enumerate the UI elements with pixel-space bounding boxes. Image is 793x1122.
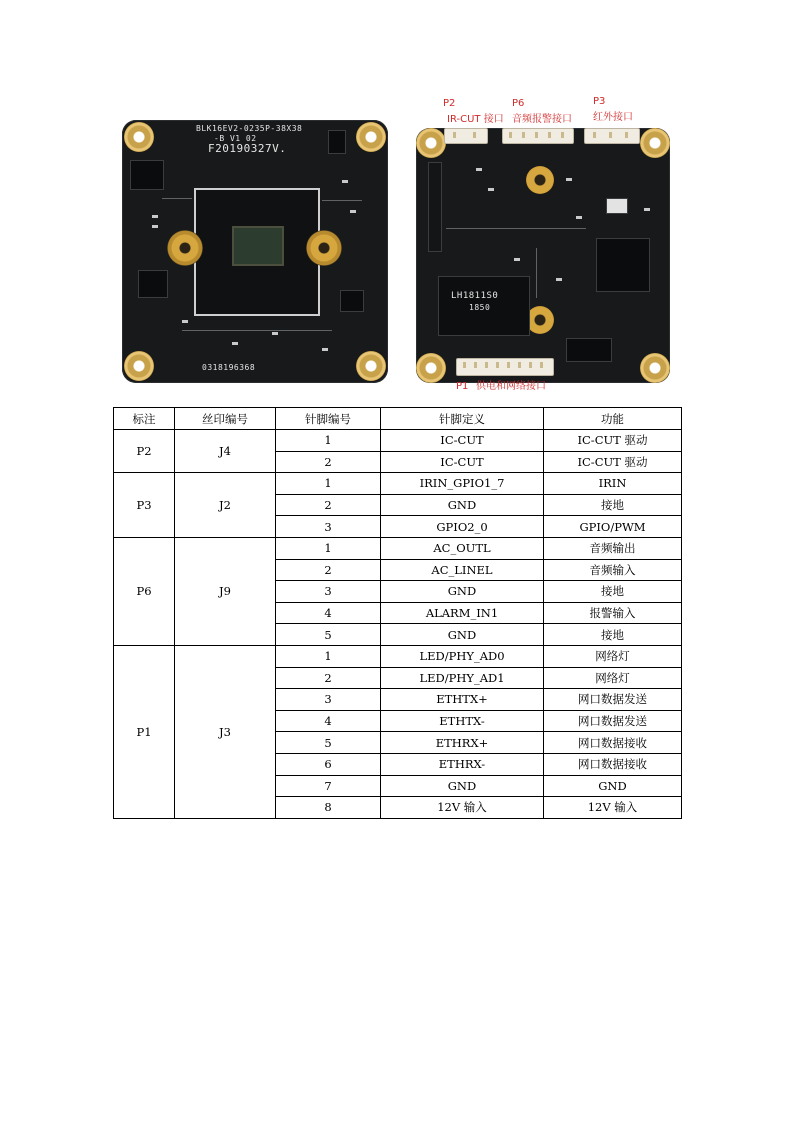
cell-function: 网口数据发送 [544, 689, 682, 711]
cell-mark: P3 [114, 473, 175, 538]
network-transformer [438, 276, 530, 336]
cell-silk: J2 [175, 473, 276, 538]
cell-function: 音频输出 [544, 537, 682, 559]
cell-definition: LED/PHY_AD0 [381, 645, 544, 667]
header-pin: 针脚编号 [276, 408, 381, 430]
image-sensor [232, 226, 284, 266]
cell-pin: 2 [276, 667, 381, 689]
cell-definition: ETHRX+ [381, 732, 544, 754]
cell-pin: 2 [276, 451, 381, 473]
label-p3-tag: P3 [593, 96, 606, 107]
header-function: 功能 [544, 408, 682, 430]
fpc-connector [428, 162, 442, 252]
cell-pin: 1 [276, 537, 381, 559]
cell-pin: 1 [276, 430, 381, 452]
cell-definition: GND [381, 581, 544, 603]
cell-pin: 3 [276, 516, 381, 538]
ic-chip [340, 290, 364, 312]
cell-pin: 8 [276, 797, 381, 819]
silkscreen-serial: 0318196368 [202, 363, 256, 372]
cell-definition: LED/PHY_AD1 [381, 667, 544, 689]
cell-definition: IC-CUT [381, 451, 544, 473]
crystal [606, 198, 628, 214]
cell-definition: ETHRX- [381, 753, 544, 775]
connector-p3 [584, 128, 640, 144]
cell-pin: 1 [276, 473, 381, 495]
cell-definition: IRIN_GPIO1_7 [381, 473, 544, 495]
cell-function: IC-CUT 驱动 [544, 451, 682, 473]
soc-chip [596, 238, 650, 292]
label-p1-text: 供电和网络接口 [476, 381, 546, 392]
ic-chip [328, 130, 346, 154]
cell-pin: 4 [276, 710, 381, 732]
cell-definition: 12V 输入 [381, 797, 544, 819]
label-p1-tag: P1 [456, 381, 469, 392]
mounting-hole [416, 353, 446, 383]
mounting-hole [124, 351, 154, 381]
connector-p2 [444, 128, 488, 144]
board-front-photo [122, 120, 388, 383]
board-back-photo [416, 128, 670, 383]
cell-pin: 2 [276, 494, 381, 516]
cell-function: 接地 [544, 494, 682, 516]
mount-pad [526, 306, 554, 334]
lens-mount-pad [167, 230, 203, 266]
mounting-hole [356, 122, 386, 152]
label-p3-text: 红外接口 [593, 112, 633, 123]
chip-marking: LH1811S0 [451, 291, 499, 301]
cell-pin: 6 [276, 753, 381, 775]
ic-chip [130, 160, 164, 190]
silkscreen-date: F20190327V. [208, 142, 287, 155]
cell-mark: P1 [114, 645, 175, 818]
cell-definition: GPIO2_0 [381, 516, 544, 538]
cell-silk: J9 [175, 537, 276, 645]
cell-function: GND [544, 775, 682, 797]
sensor-frame [194, 188, 320, 316]
cell-function: 接地 [544, 624, 682, 646]
cell-pin: 5 [276, 732, 381, 754]
table-row [114, 645, 682, 667]
label-p6-text: 音频报警接口 [512, 114, 572, 125]
cell-function: 报警输入 [544, 602, 682, 624]
cell-function: 网口数据接收 [544, 753, 682, 775]
mounting-hole [416, 128, 446, 158]
cell-definition: GND [381, 624, 544, 646]
connector-p1 [456, 358, 554, 376]
cell-pin: 4 [276, 602, 381, 624]
cell-pin: 5 [276, 624, 381, 646]
cell-function: IC-CUT 驱动 [544, 430, 682, 452]
mounting-hole [640, 353, 670, 383]
table-body [114, 430, 682, 819]
cell-function: 音频输入 [544, 559, 682, 581]
cell-function: GPIO/PWM [544, 516, 682, 538]
cell-definition: IC-CUT [381, 430, 544, 452]
cell-pin: 3 [276, 581, 381, 603]
cell-function: 网络灯 [544, 645, 682, 667]
cell-definition: ETHTX+ [381, 689, 544, 711]
cell-pin: 2 [276, 559, 381, 581]
pin-definition-table [113, 407, 682, 819]
cell-function: 网络灯 [544, 667, 682, 689]
cell-pin: 3 [276, 689, 381, 711]
silkscreen-revision: -B V1 02 [214, 134, 257, 143]
table-row [114, 473, 682, 495]
cell-mark: P6 [114, 537, 175, 645]
cell-definition: AC_LINEL [381, 559, 544, 581]
cell-definition: AC_OUTL [381, 537, 544, 559]
ic-chip [138, 270, 168, 298]
cell-function: 12V 输入 [544, 797, 682, 819]
lens-mount-pad [306, 230, 342, 266]
table-row [114, 537, 682, 559]
ic-chip [566, 338, 612, 362]
mount-pad [526, 166, 554, 194]
label-p2-text: IR-CUT 接口 [447, 114, 504, 125]
cell-function: 网口数据发送 [544, 710, 682, 732]
header-definition: 针脚定义 [381, 408, 544, 430]
header-silk: 丝印编号 [175, 408, 276, 430]
mounting-hole [356, 351, 386, 381]
mounting-hole [124, 122, 154, 152]
cell-pin: 1 [276, 645, 381, 667]
cell-definition: GND [381, 775, 544, 797]
chip-marking: 1850 [469, 303, 491, 312]
label-p2-tag: P2 [443, 98, 456, 109]
cell-mark: P2 [114, 430, 175, 473]
silkscreen-model: BLK16EV2-0235P-38X38 [196, 124, 303, 133]
label-p6-tag: P6 [512, 98, 525, 109]
cell-pin: 7 [276, 775, 381, 797]
table-header-row [114, 408, 682, 430]
cell-silk: J4 [175, 430, 276, 473]
table-row [114, 430, 682, 452]
cell-definition: ETHTX- [381, 710, 544, 732]
cell-definition: ALARM_IN1 [381, 602, 544, 624]
cell-definition: GND [381, 494, 544, 516]
mounting-hole [640, 128, 670, 158]
connector-p6 [502, 128, 574, 144]
cell-function: IRIN [544, 473, 682, 495]
cell-function: 网口数据接收 [544, 732, 682, 754]
cell-function: 接地 [544, 581, 682, 603]
header-mark: 标注 [114, 408, 175, 430]
cell-silk: J3 [175, 645, 276, 818]
